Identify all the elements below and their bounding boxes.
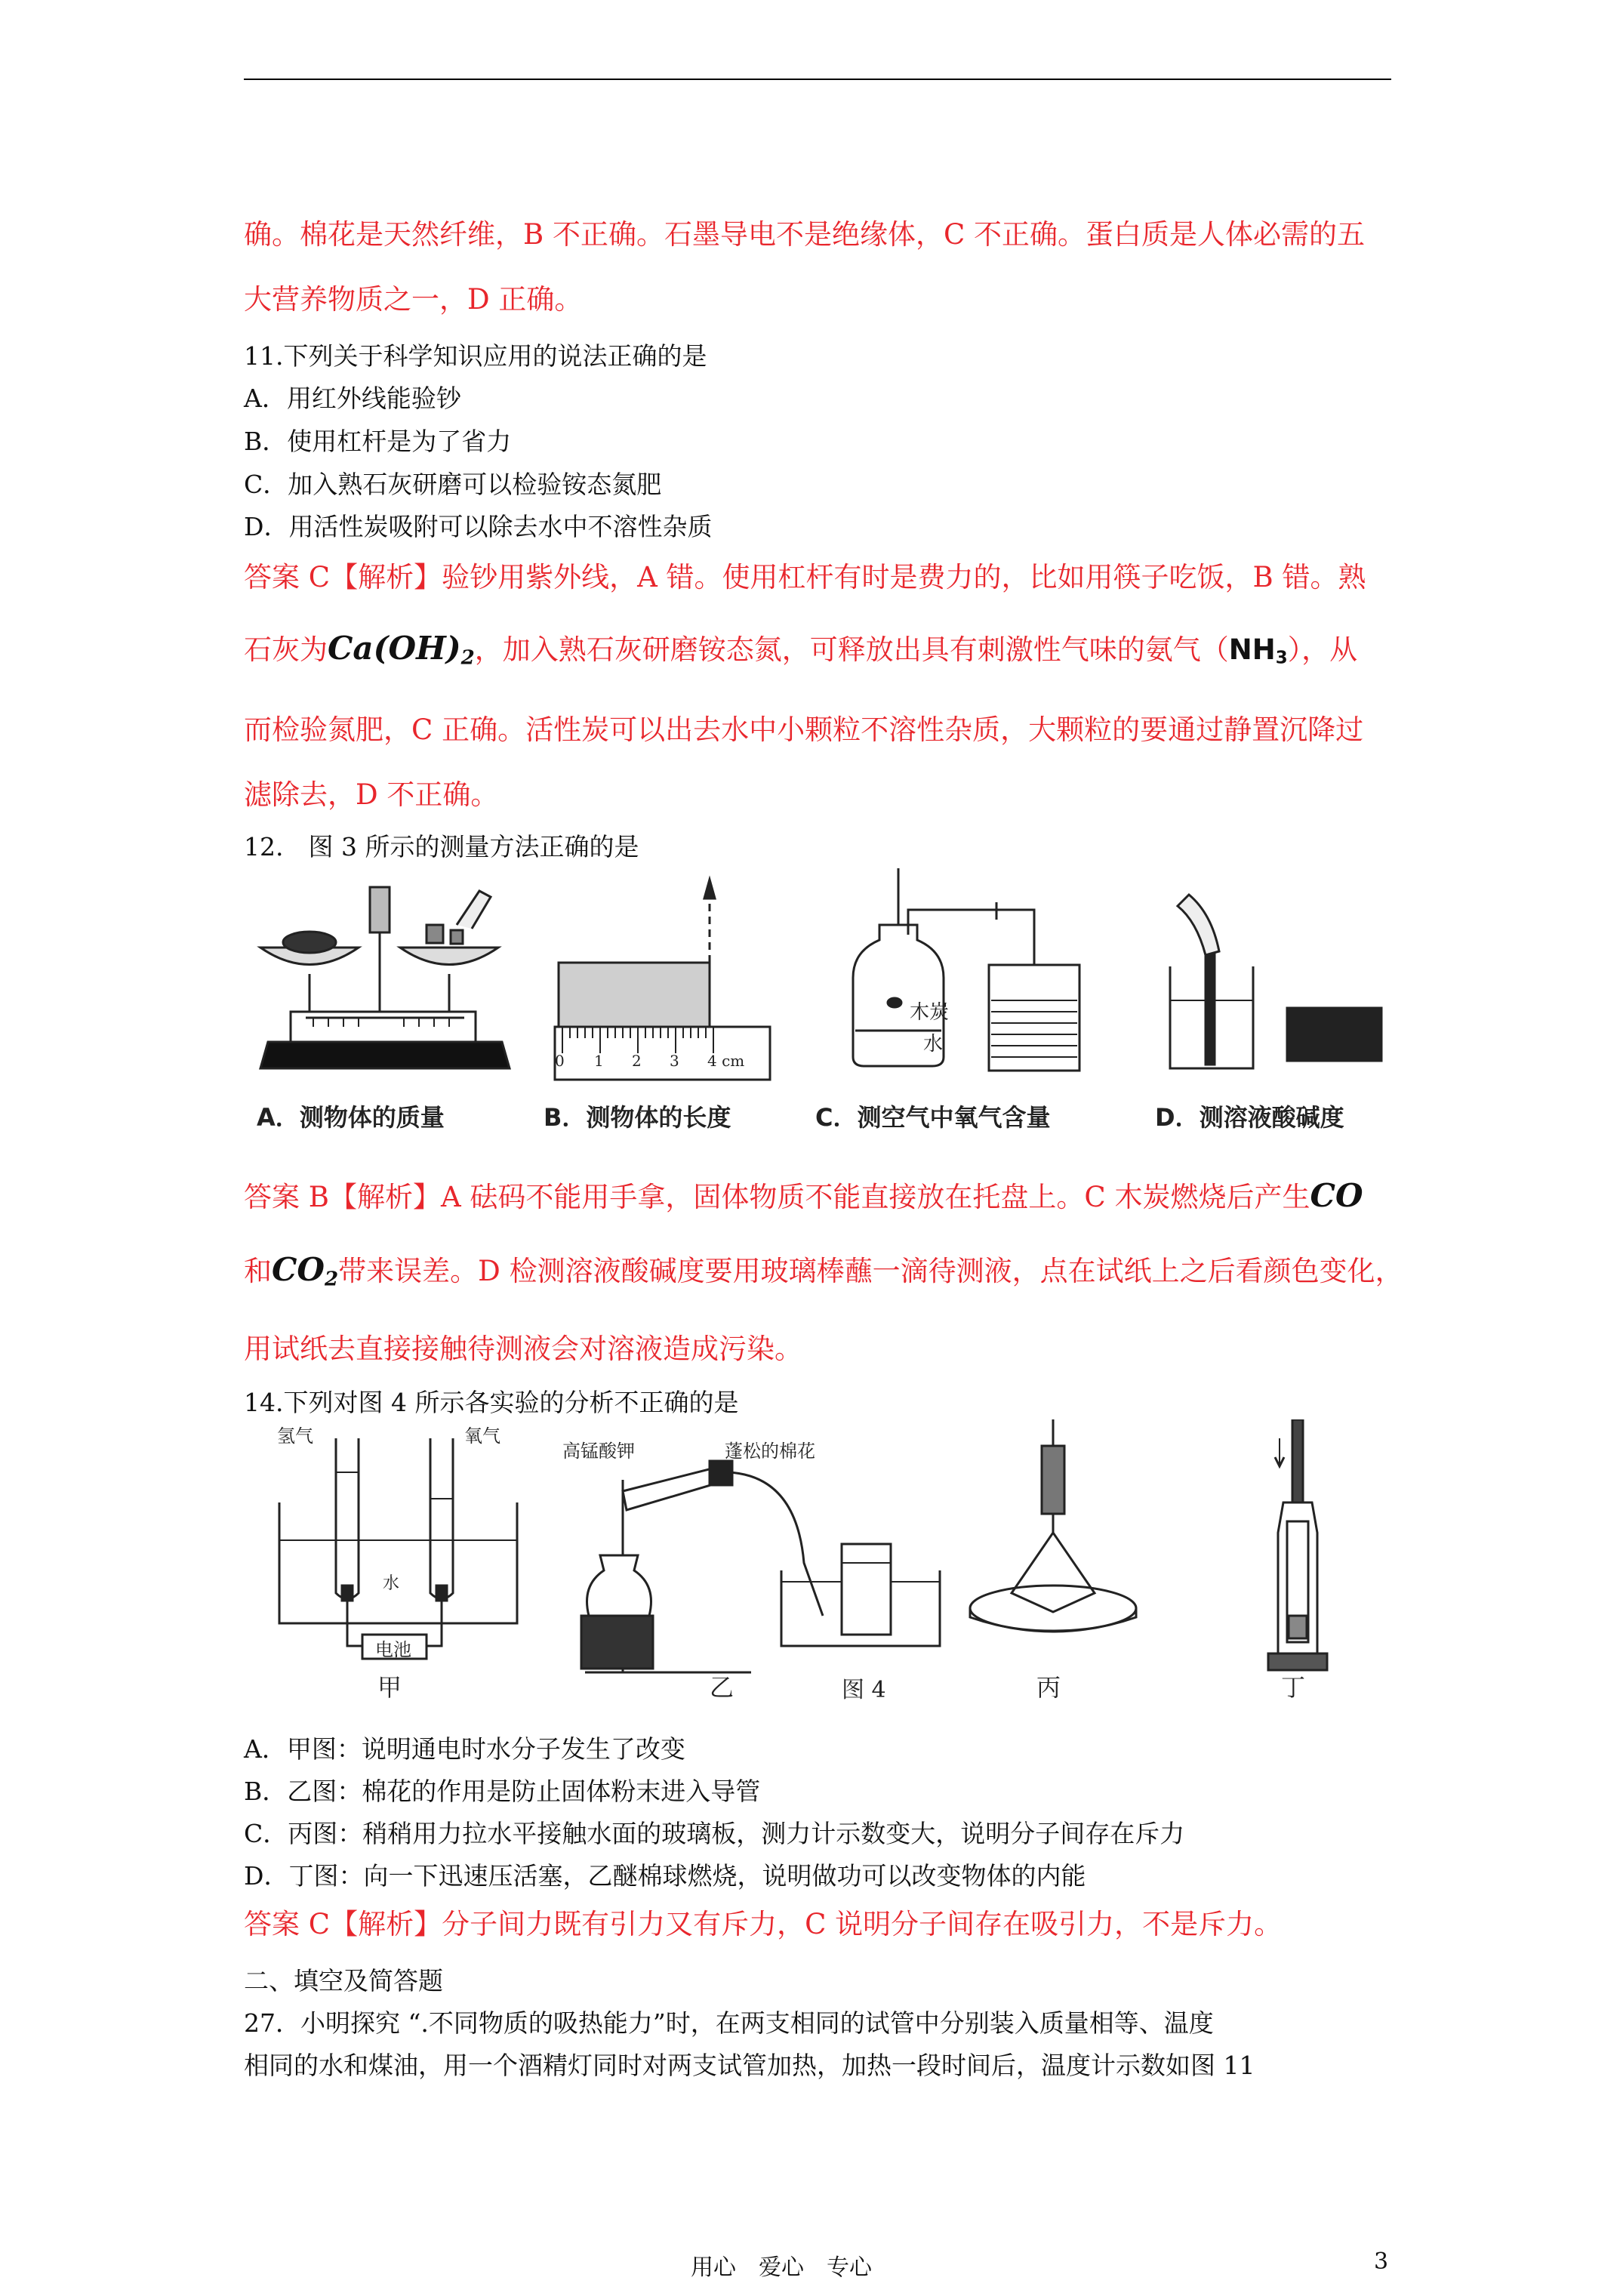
formula-co2: $CO_2$ xyxy=(272,1251,339,1291)
panel-label-ding: 丁 xyxy=(1281,1673,1306,1702)
caption-c: C．测空气中氧气含量 xyxy=(815,1103,1051,1132)
q14-option-b: B．乙图：棉花的作用是防止固体粉末进入导管 xyxy=(244,1777,761,1806)
q11-answer-line4: 滤除去，D 不正确。 xyxy=(244,778,499,811)
panel-label-bing: 丙 xyxy=(1036,1673,1061,1702)
figure-3-drawing xyxy=(253,868,1385,1095)
answer10-line2: 大营养物质之一，D 正确。 xyxy=(244,283,583,316)
oxygen-flask-illustration xyxy=(853,868,1079,1071)
compression-cylinder-illustration xyxy=(1268,1419,1327,1670)
figure-4 xyxy=(268,1419,1363,1714)
header-rule xyxy=(244,79,1391,80)
kmno4-heating-illustration xyxy=(581,1461,940,1672)
panel-label-jia: 甲 xyxy=(377,1673,402,1702)
figure-4-drawing xyxy=(268,1419,1363,1706)
ruler-tick-1: 1 xyxy=(594,1052,604,1070)
q11-option-c: C．加入熟石灰研磨可以检验铵态氮肥 xyxy=(244,470,662,499)
q11-option-a: A．用红外线能验钞 xyxy=(244,384,461,413)
label-kmno4: 高锰酸钾 xyxy=(562,1441,635,1462)
section2-heading: 二、填空及简答题 xyxy=(244,1966,443,1996)
answer10-line1: 确。棉花是天然纤维，B 不正确。石墨导电不是绝缘体，C 不正确。蛋白质是人体必需的五 xyxy=(244,218,1366,251)
caption-b: B．测物体的长度 xyxy=(544,1103,731,1132)
q14-option-c: C．丙图：稍稍用力拉水平接触水面的玻璃板，测力计示数变大，说明分子间存在斥力 xyxy=(244,1819,1185,1848)
figure-3 xyxy=(253,868,1385,1140)
q14-option-d: D．丁图：向一下迅速压活塞，乙醚棉球燃烧，说明做功可以改变物体的内能 xyxy=(244,1861,1086,1891)
ruler-tick-4: 4 cm xyxy=(707,1052,745,1070)
q11-option-b: B．使用杠杆是为了省力 xyxy=(244,427,512,456)
label-hydrogen: 氢气 xyxy=(277,1425,313,1447)
q27-line2: 相同的水和煤油，用一个酒精灯同时对两支试管加热，加热一段时间后，温度计示数如图 11 xyxy=(244,2051,1255,2080)
q14-stem: 14.下列对图 4 所示各实验的分析不正确的是 xyxy=(244,1388,739,1417)
caption-a: A．测物体的质量 xyxy=(257,1103,445,1132)
electrolysis-illustration xyxy=(279,1438,517,1659)
figure-4-label: 图 4 xyxy=(842,1677,886,1703)
q12-answer-line1: 答案 B【解析】A 砝码不能用手拿，固体物质不能直接放在托盘上。C 木炭燃烧后产生CO xyxy=(244,1177,1363,1214)
q27-line1: 27．小明探究 “.不同物质的吸热能力”时，在两支相同的试管中分别装入质量相等、温度 xyxy=(244,2008,1214,2038)
panel-label-yi: 乙 xyxy=(710,1673,735,1702)
ruler-tick-2: 2 xyxy=(632,1052,642,1070)
label-oxygen: 氧气 xyxy=(464,1425,500,1447)
label-water: 水 xyxy=(923,1033,944,1056)
q12-answer-line2: 和$CO_2$带来误差。D 检测溶液酸碱度要用玻璃棒蘸一滴待测液，点在试纸上之后看颜色变化， xyxy=(244,1251,1403,1291)
q12-stem: 12. 图 3 所示的测量方法正确的是 xyxy=(244,832,639,861)
ruler-tick-0: 0 xyxy=(555,1052,565,1070)
page-number: 3 xyxy=(1374,2248,1389,2275)
label-battery: 电池 xyxy=(375,1639,411,1660)
ruler-illustration xyxy=(555,880,770,1080)
footer-motto: 用心 爱心 专心 xyxy=(691,2254,872,2281)
ruler-tick-3: 3 xyxy=(670,1052,679,1070)
q14-option-a: A．甲图：说明通电时水分子发生了改变 xyxy=(244,1734,685,1764)
q11-answer-line3: 而检验氮肥，C 正确。活性炭可以出去水中小颗粒不溶性杂质，大颗粒的要通过静置沉降过 xyxy=(244,713,1364,746)
q11-answer-line2: 石灰为$Ca(OH)_2$，加入熟石灰研磨铵态氮，可释放出具有刺激性气味的氨气$(NH_3)$，从 xyxy=(244,630,1358,670)
label-cotton: 蓬松的棉花 xyxy=(725,1441,815,1462)
q12-answer-line3: 用试纸去直接接触待测液会对溶液造成污染。 xyxy=(244,1333,802,1365)
q11-stem: 11.下列关于科学知识应用的说法正确的是 xyxy=(244,341,707,371)
label-water-4: 水 xyxy=(383,1574,400,1593)
q11-answer-line1: 答案 C【解析】验钞用紫外线，A 错。使用杠杆有时是费力的，比如用筷子吃饭，B 错。熟 xyxy=(244,561,1366,593)
q11-option-d: D．用活性炭吸附可以除去水中不溶性杂质 xyxy=(244,512,713,541)
balance-illustration xyxy=(260,887,510,1068)
ph-test-illustration xyxy=(1170,895,1381,1068)
caption-d: D．测溶液酸碱度 xyxy=(1155,1103,1344,1132)
formula-nh3: $NH_3$ xyxy=(1228,633,1288,668)
spring-scale-illustration xyxy=(970,1419,1136,1632)
formula-co: CO xyxy=(1310,1177,1363,1214)
formula-caoh2: $Ca(OH)_2$ xyxy=(328,630,475,670)
label-charcoal: 木炭 xyxy=(910,1001,950,1024)
q14-answer: 答案 C【解析】分子间力既有引力又有斥力，C 说明分子间存在吸引力，不是斥力。 xyxy=(244,1908,1283,1940)
